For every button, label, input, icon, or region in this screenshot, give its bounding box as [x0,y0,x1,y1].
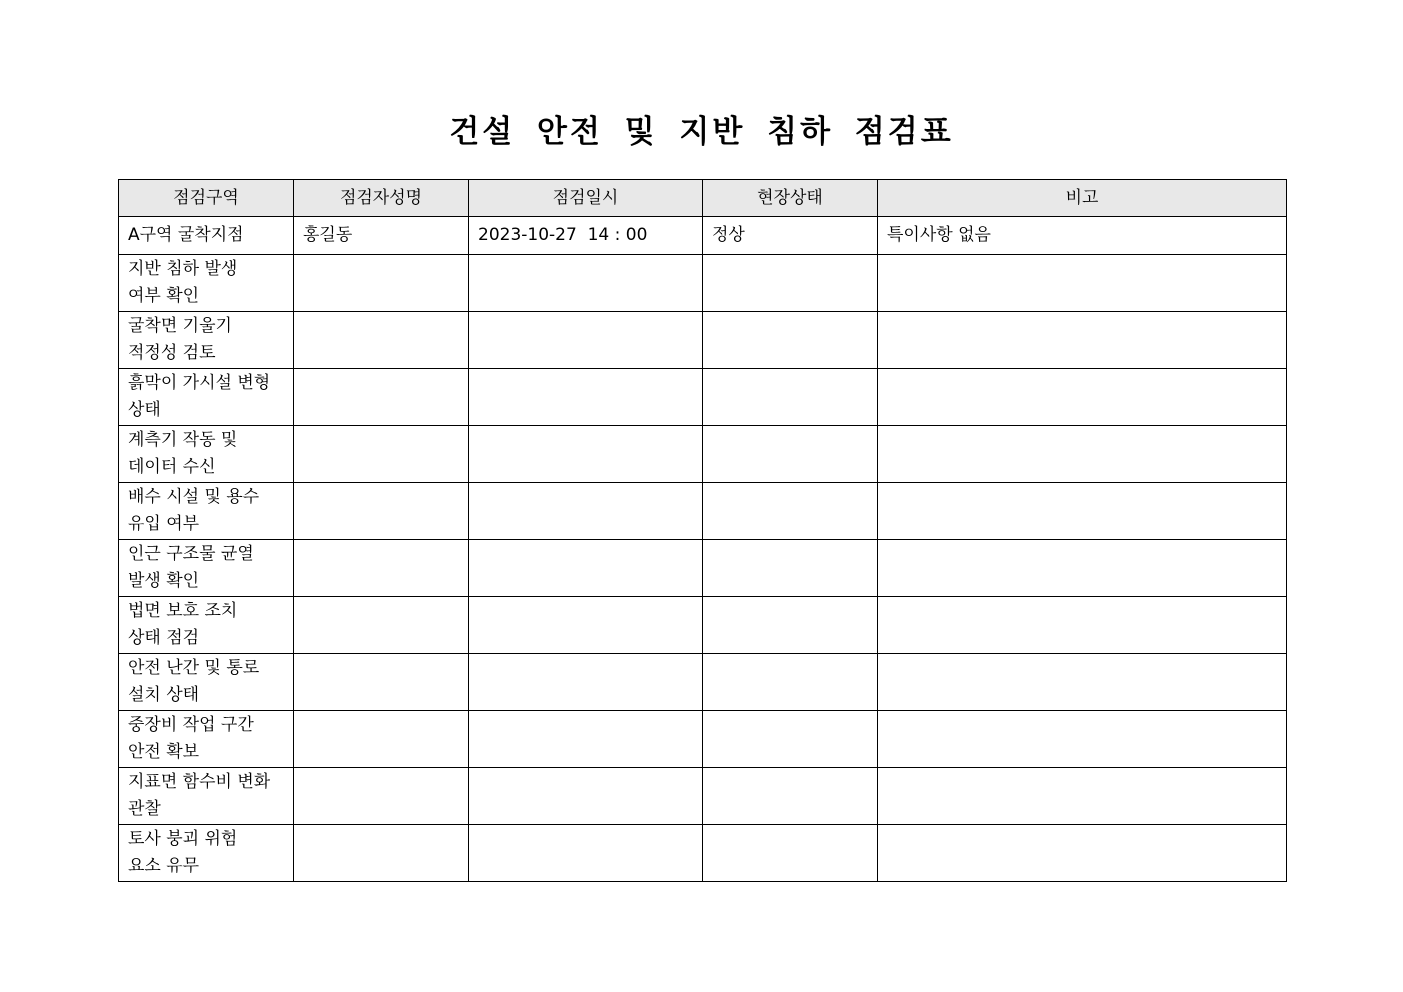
check-item-label-line: 지반 침하 발생 [128,259,238,279]
inspector-cell[interactable] [294,426,469,483]
inspector-cell[interactable] [294,483,469,540]
column-header-zone: 점검구역 [119,180,294,217]
check-item-label-line: 굴착면 기울기 [128,316,232,336]
remarks-cell[interactable] [878,540,1287,597]
status-cell[interactable] [703,597,878,654]
remarks-cell[interactable] [878,825,1287,882]
remarks-cell[interactable] [878,483,1287,540]
remarks-cell[interactable] [878,597,1287,654]
check-item-label [119,369,294,426]
check-item-label-line: 중장비 작업 구간 [128,715,254,735]
check-item-label [119,540,294,597]
check-item-label [119,426,294,483]
check-item-label-line: 흙막이 가시설 변형 [128,373,271,393]
check-item-label [119,654,294,711]
remarks-cell[interactable] [878,426,1287,483]
inspector-cell[interactable]: 홍길동 [294,217,469,255]
datetime-cell[interactable] [469,255,703,312]
check-item-label-line: 설치 상태 [128,685,200,705]
inspector-cell[interactable] [294,654,469,711]
inspector-cell[interactable] [294,540,469,597]
check-item-label-line: 토사 붕괴 위험 [128,829,238,849]
datetime-cell[interactable] [469,825,703,882]
check-item-label-line: 상태 점검 [128,628,200,648]
table-row [119,768,1287,825]
check-item-label [119,825,294,882]
table-row [119,217,1287,255]
status-cell[interactable] [703,255,878,312]
remarks-cell[interactable] [878,711,1287,768]
check-item-label [119,255,294,312]
check-item-label [119,483,294,540]
check-item-label-line: 계측기 작동 및 [128,430,238,450]
check-item-label-line: 배수 시설 및 용수 [128,487,260,507]
status-cell[interactable] [703,540,878,597]
remarks-cell[interactable] [878,312,1287,369]
table-row [119,483,1287,540]
status-cell[interactable] [703,711,878,768]
datetime-cell[interactable] [469,597,703,654]
check-item-label-line: 상태 [128,400,161,420]
datetime-cell[interactable] [469,711,703,768]
column-header-status: 현장상태 [703,180,878,217]
inspector-cell[interactable] [294,597,469,654]
datetime-cell[interactable]: 2023-10-27 14 : 00 [469,217,703,255]
table-row [119,597,1287,654]
status-cell[interactable]: 정상 [703,217,878,255]
check-item-label-line: 안전 확보 [128,742,200,762]
status-cell[interactable] [703,654,878,711]
check-item-label-line: 데이터 수신 [128,457,216,477]
table-row [119,711,1287,768]
inspector-cell[interactable] [294,312,469,369]
document-title: 건설 안전 및 지반 침하 점검표 [449,114,954,150]
datetime-cell[interactable] [469,768,703,825]
datetime-cell[interactable] [469,426,703,483]
check-item-label [119,312,294,369]
check-item-label [119,597,294,654]
remarks-cell[interactable] [878,768,1287,825]
check-item-label [119,768,294,825]
inspector-cell[interactable] [294,825,469,882]
datetime-cell[interactable] [469,312,703,369]
datetime-cell[interactable] [469,369,703,426]
status-cell[interactable] [703,312,878,369]
check-item-label [119,711,294,768]
column-header-datetime: 점검일시 [469,180,703,217]
inspector-cell[interactable] [294,711,469,768]
check-item-label-line: 적정성 검토 [128,343,216,363]
remarks-cell[interactable]: 특이사항 없음 [878,217,1287,255]
table-row [119,654,1287,711]
zone-cell[interactable]: A구역 굴착지점 [119,217,294,255]
check-item-label-line: 법면 보호 조치 [128,601,238,621]
status-cell[interactable] [703,768,878,825]
table-row [119,540,1287,597]
check-item-label-line: 유입 여부 [128,514,200,534]
check-item-label-line: 여부 확인 [128,286,200,306]
check-item-label-line: 지표면 함수비 변화 [128,772,271,792]
status-cell[interactable] [703,426,878,483]
column-header-inspector: 점검자성명 [294,180,469,217]
column-header-remarks: 비고 [878,180,1287,217]
status-cell[interactable] [703,825,878,882]
check-item-label-line: 인근 구조물 균열 [128,544,254,564]
status-cell[interactable] [703,369,878,426]
datetime-cell[interactable] [469,654,703,711]
check-item-label-line: 요소 유무 [128,856,200,876]
inspector-cell[interactable] [294,768,469,825]
remarks-cell[interactable] [878,369,1287,426]
header-row [119,180,1287,217]
check-item-label-line: 발생 확인 [128,571,200,591]
remarks-cell[interactable] [878,255,1287,312]
check-item-label-line: 안전 난간 및 통로 [128,658,260,678]
table-row [119,312,1287,369]
datetime-cell[interactable] [469,540,703,597]
table-row [119,825,1287,882]
status-cell[interactable] [703,483,878,540]
datetime-cell[interactable] [469,483,703,540]
table-row [119,255,1287,312]
inspection-table [118,179,1287,882]
table-row [119,369,1287,426]
inspector-cell[interactable] [294,255,469,312]
remarks-cell[interactable] [878,654,1287,711]
check-item-label-line: 관찰 [128,799,161,819]
table-row [119,426,1287,483]
inspector-cell[interactable] [294,369,469,426]
